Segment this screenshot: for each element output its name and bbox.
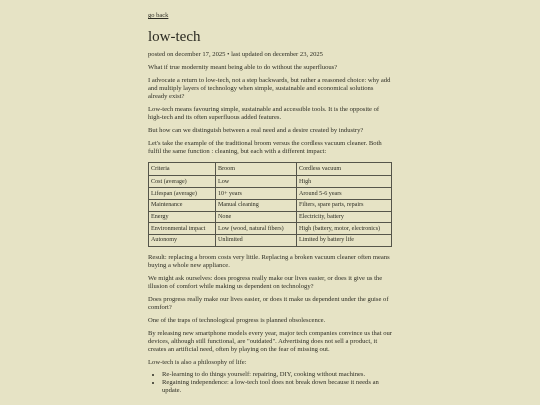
- paragraph-dependence-question: Does progress really make our lives easier, or does it make us dependent under the guise of comfort?: [148, 295, 389, 312]
- list-item: • Re-learning to do things yourself: repairing, DIY, cooking without machines.: [162, 371, 393, 379]
- column-header: Broom: [216, 163, 297, 176]
- table-row: [149, 188, 392, 200]
- table-cell: Energy: [149, 211, 216, 223]
- paragraph-philosophy: Low-tech is also a philosophy of life:: [148, 359, 247, 367]
- table-cell: None: [216, 211, 297, 223]
- table-cell: Filters, spare parts, repairs: [297, 199, 392, 211]
- table-row: [149, 211, 392, 223]
- table-cell: High: [297, 176, 392, 188]
- table-cell: High (battery, motor, electronics): [297, 223, 392, 235]
- table-row: [149, 223, 392, 235]
- table-header-row: [149, 163, 392, 176]
- table-cell: Manual cleaning: [216, 199, 297, 211]
- table-cell: Cost (average): [149, 176, 216, 188]
- table-cell: Maintenance: [149, 199, 216, 211]
- list-item: • Regaining independence: a low-tech tool does not break down because it needs an update.: [162, 379, 393, 395]
- table-cell: Around 5-6 years: [297, 188, 392, 200]
- table-cell: Unlimited: [216, 234, 297, 246]
- table-cell: Electricity, battery: [297, 211, 392, 223]
- table-cell: Low (wood, natural fibers): [216, 223, 297, 235]
- paragraph-obsolescence: One of the traps of technological progress is planned obsolescence.: [148, 316, 326, 324]
- paragraph-definition: Low-tech means favouring simple, sustainable and accessible tools. It is the opposite of high-tech and its often superfluous added features.: [148, 105, 380, 122]
- paragraph-advocate: I advocate a return to low-tech, not a step backwards, but rather a reasoned choice: why add and multiply layers of technology when simple, sustainable and economical solutions already exist?: [148, 76, 391, 101]
- philosophy-list: [148, 371, 393, 394]
- paragraph-need-question: But how can we distinguish between a real need and a desire created by industry?: [148, 127, 364, 135]
- post-meta: posted on december 17, 2025 • last updated on december 23, 2025: [148, 51, 323, 58]
- go-back-link[interactable]: go back: [148, 12, 169, 19]
- paragraph-result: Result: replacing a broom costs very little. Replacing a broken vacuum cleaner often means buying a whole new appliance.: [148, 253, 390, 269]
- table-row: [149, 199, 392, 211]
- paragraph-illusion-question: We might ask ourselves: does progress really make our lives easier, or does it give us the illusion of comfort while making us dependent on technology?: [148, 274, 383, 290]
- column-header: Cordless vacuum: [297, 163, 392, 176]
- paragraph-smartphones: By releasing new smartphone models every year, major tech companies convince us that our devices, although still functional, are "outdated". Advertising does not sell a product, it creates an artificial need, often by playing on the fear of missing out.: [148, 329, 392, 354]
- article-column: [148, 4, 393, 395]
- table-cell: Autonomy: [149, 234, 216, 246]
- table-cell: Limited by battery life: [297, 234, 392, 246]
- table-row: [149, 176, 392, 188]
- table-cell: Lifespan (average): [149, 188, 216, 200]
- paragraph-example: Let's take the example of the traditional broom versus the cordless vacuum cleaner. Both fulfil the same function : cleaning, but each with a different impact:: [148, 139, 382, 156]
- table-cell: Low: [216, 176, 297, 188]
- column-header: Criteria: [149, 163, 216, 176]
- table-cell: 10+ years: [216, 188, 297, 200]
- table-cell: Environmental impact: [149, 223, 216, 235]
- comparison-table: [148, 162, 392, 246]
- paragraph-intro-question: What if true modernity meant being able to do without the superfluous?: [148, 63, 338, 71]
- page-title: low-tech: [148, 29, 201, 45]
- table-row: [149, 234, 392, 246]
